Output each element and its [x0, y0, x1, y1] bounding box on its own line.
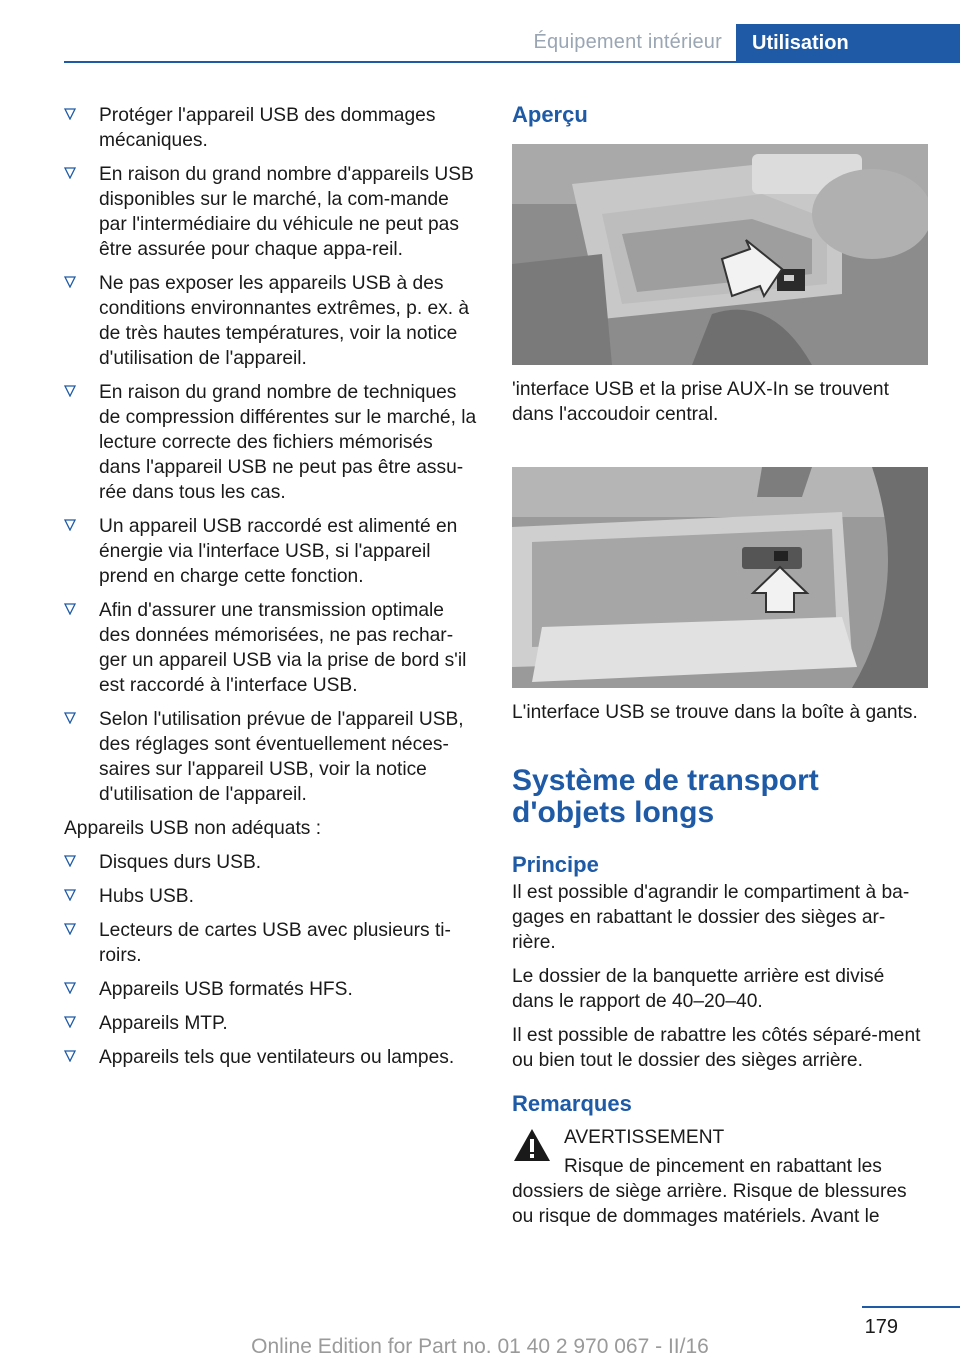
header-section-title: Équipement intérieur — [533, 31, 722, 53]
list-item — [64, 162, 478, 262]
triangle-bullet-icon — [64, 923, 76, 935]
warning-title: AVERTISSEMENT — [564, 1127, 725, 1148]
list-item-text: En raison du grand nombre de techniques de compression différentes sur le marché, la lecture correcte des fichiers mémorisés dans l'appareil USB ne peut pas être assu-rée dans tous les cas. — [99, 382, 477, 503]
list-item — [64, 1011, 478, 1036]
principle-heading: Principe — [512, 852, 599, 877]
list-item — [64, 884, 478, 909]
triangle-bullet-icon — [64, 167, 76, 179]
unsuitable-devices-intro: Appareils USB non adéquats : — [64, 818, 322, 839]
list-item-text: Hubs USB. — [99, 886, 194, 907]
triangle-bullet-icon — [64, 712, 76, 724]
left-column — [64, 103, 478, 1079]
right-column — [512, 100, 928, 1229]
list-item-text: Appareils MTP. — [99, 1013, 228, 1034]
overview-heading: Aperçu — [512, 102, 588, 127]
list-item — [64, 598, 478, 698]
list-item — [64, 1045, 478, 1070]
usb-advice-list — [64, 103, 478, 807]
triangle-bullet-icon — [64, 855, 76, 867]
list-item-text: Lecteurs de cartes USB avec plusieurs ti-roirs. — [99, 920, 451, 966]
triangle-bullet-icon — [64, 519, 76, 531]
list-item-text: Appareils tels que ventilateurs ou lampes. — [99, 1047, 455, 1068]
triangle-bullet-icon — [64, 982, 76, 994]
page-number: 179 — [864, 1316, 898, 1338]
footer-edition: Online Edition for Part no. 01 40 2 970 067 - II/16 — [251, 1335, 709, 1358]
list-item — [64, 707, 478, 807]
warning-text-rest: dossiers de siège arrière. Risque de blessures ou risque de dommages matériels. Avant le — [512, 1181, 907, 1227]
glovebox-caption: L'interface USB se trouve dans la boîte à gants. — [512, 702, 918, 723]
list-item-text: Ne pas exposer les appareils USB à des conditions environnantes extrêmes, p. ex. à de très hautes températures, voir la notice d'utilisation de l'appareil. — [99, 273, 470, 369]
list-item — [64, 977, 478, 1002]
principle-paragraph: Il est possible d'agrandir le compartiment à ba-gages en rabattant le dossier des sièges ar-rière. — [512, 882, 910, 953]
list-item — [64, 514, 478, 589]
list-item-text: Disques durs USB. — [99, 852, 262, 873]
armrest-caption: 'interface USB et la prise AUX-In se trouvent dans l'accoudoir central. — [512, 379, 889, 425]
triangle-bullet-icon — [64, 1016, 76, 1028]
triangle-bullet-icon — [64, 276, 76, 288]
header-rule — [64, 61, 960, 63]
list-item-text: Selon l'utilisation prévue de l'appareil USB, des réglages sont éventuellement néces-saires sur l'appareil USB, voir la notice d'utilisation de l'appareil. — [99, 709, 464, 805]
list-item-text: En raison du grand nombre d'appareils USB disponibles sur le marché, la com-mande par l'intermédiaire du véhicule ne peut pas être assurée pour chaque appa-reil. — [99, 164, 474, 260]
list-item-text: Protéger l'appareil USB des dommages mécaniques. — [99, 105, 436, 151]
triangle-bullet-icon — [64, 603, 76, 615]
warning-block — [512, 1125, 928, 1229]
principle-paragraph: Il est possible de rabattre les côtés séparé-ment ou bien tout le dossier des sièges arrière. — [512, 1025, 921, 1071]
list-item — [64, 918, 478, 968]
triangle-bullet-icon — [64, 385, 76, 397]
triangle-bullet-icon — [64, 1050, 76, 1062]
footer-rule — [862, 1306, 960, 1308]
principle-paragraph: Le dossier de la banquette arrière est divisé dans le rapport de 40–20–40. — [512, 966, 885, 1012]
warning-triangle-icon — [512, 1127, 552, 1163]
glovebox-usb-photo — [512, 467, 928, 688]
list-item — [64, 271, 478, 371]
list-item-text: Appareils USB formatés HFS. — [99, 979, 353, 1000]
triangle-bullet-icon — [64, 108, 76, 120]
list-item — [64, 850, 478, 875]
remarks-heading: Remarques — [512, 1091, 632, 1116]
header-chapter-tab[interactable]: Utilisation — [736, 24, 960, 62]
warning-text-first: Risque de pincement en rabattant les — [564, 1156, 882, 1177]
unsuitable-devices-list — [64, 850, 478, 1070]
list-item-text: Afin d'assurer une transmission optimale des données mémorisées, ne pas rechar-ger un appareil USB via la prise de bord s'il est raccordé à l'interface USB. — [99, 600, 467, 696]
triangle-bullet-icon — [64, 889, 76, 901]
armrest-usb-photo — [512, 144, 928, 365]
section-heading: Système de transport d'objets longs — [512, 764, 819, 829]
list-item — [64, 103, 478, 153]
list-item-text: Un appareil USB raccordé est alimenté en énergie via l'interface USB, si l'appareil prend en charge cette fonction. — [99, 516, 458, 587]
list-item — [64, 380, 478, 505]
